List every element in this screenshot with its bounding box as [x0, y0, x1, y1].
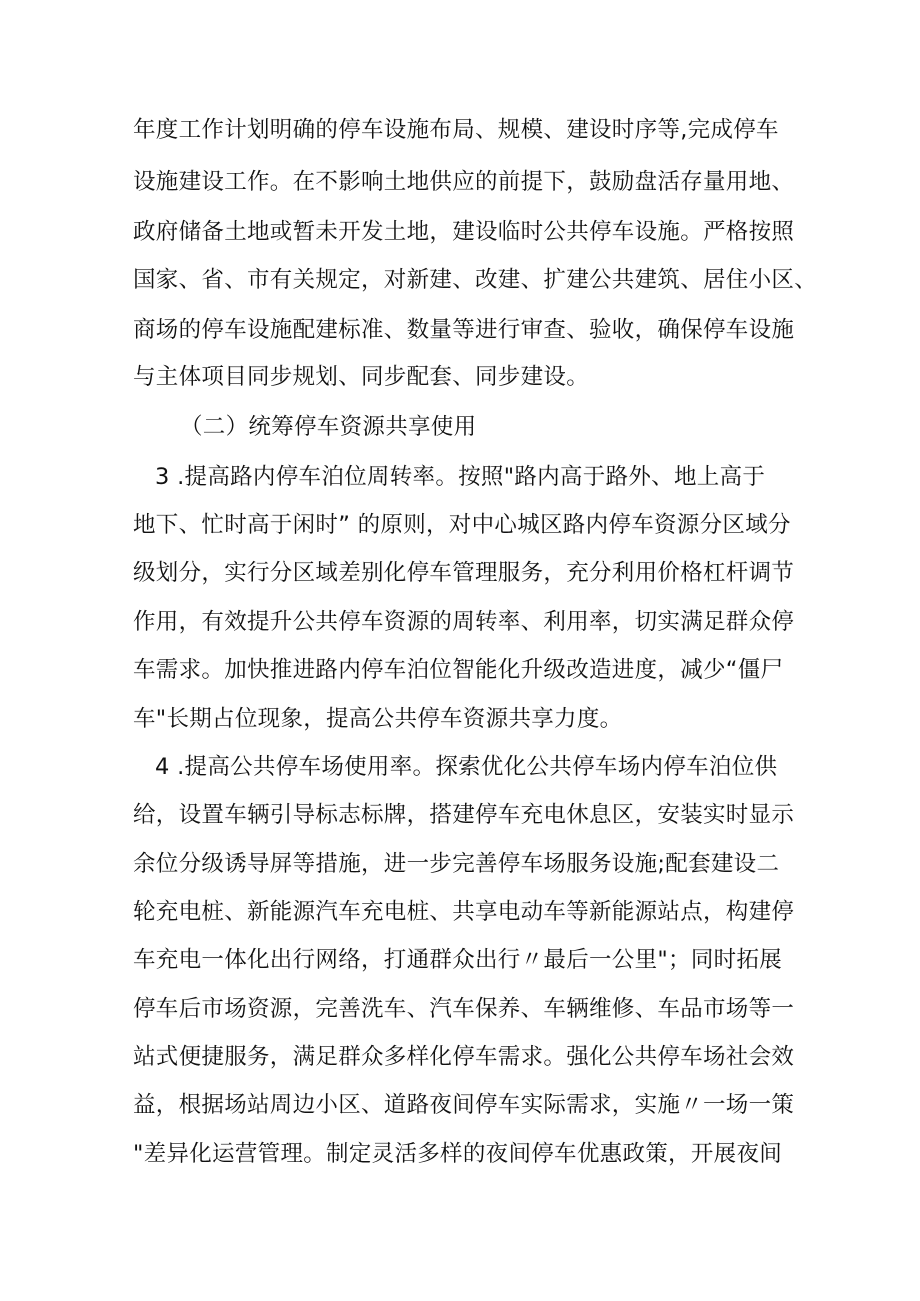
text-line: 商场的停车设施配建标准、数量等进行审查、验收，确保停车设施: [133, 317, 795, 343]
text-line: 地下、忙时高于闲时” 的原则，对中心城区路内停车资源分区域分: [133, 512, 791, 538]
text-line: 车"长期占位现象，提高公共停车资源共享力度。: [133, 706, 623, 732]
text-line: 车需求。加快推进路内停车泊位智能化升级改造进度，减少“僵尸: [133, 657, 784, 683]
text-line: 3 .提高路内停车泊位周转率。按照"路内高于路外、地上高于: [155, 464, 766, 490]
text-line: 设施建设工作。在不影响土地供应的前提下，鼓励盘活存量用地、: [133, 169, 795, 195]
text-line: 余位分级诱导屏等措施，进一步完善停车场服务设施;配套建设二: [133, 851, 780, 877]
text-line: 站式便捷服务，满足群众多样化停车需求。强化公共停车场社会效: [133, 1044, 795, 1070]
text-line: 停车后市场资源，完善洗车、汽车保养、车辆维修、车品市场等一: [133, 996, 795, 1022]
text-line: "差异化运营管理。制定灵活多样的夜间停车优惠政策，开展夜间: [133, 1141, 783, 1167]
text-line: 4 .提高公共停车场使用率。探索优化公共停车场内停车泊位供: [155, 754, 778, 780]
text-line: 车充电一体化出行网络，打通群众出行〃最后一公里"；同时拓展: [133, 947, 783, 973]
text-line: 给，设置车辆引导标志标牌，搭建停车充电休息区，安装实时显示: [133, 802, 795, 828]
text-line: 政府储备土地或暂未开发土地，建设临时公共停车设施。严格按照: [133, 219, 795, 245]
text-line: 与主体项目同步规划、同步配套、同步建设。: [133, 364, 590, 390]
section-heading: （二）统筹停车资源共享使用: [180, 414, 477, 440]
text-line: 级划分，实行分区域差别化停车管理服务，充分利用价格杠杆调节: [133, 560, 795, 586]
text-line: 轮充电桩、新能源汽车充电桩、共享电动车等新能源站点，构建停: [133, 899, 795, 925]
text-line: 国家、省、市有关规定，对新建、改建、扩建公共建筑、居住小区、: [133, 267, 818, 293]
text-line: 益，根据场站周边小区、道路夜间停车实际需求，实施〃一场一策: [133, 1092, 795, 1118]
text-line: 作用，有效提升公共停车资源的周转率、利用率，切实满足群众停: [133, 609, 795, 635]
text-line: 年度工作计划明确的停车设施布局、规模、建设时序等,完成停车: [133, 117, 779, 143]
